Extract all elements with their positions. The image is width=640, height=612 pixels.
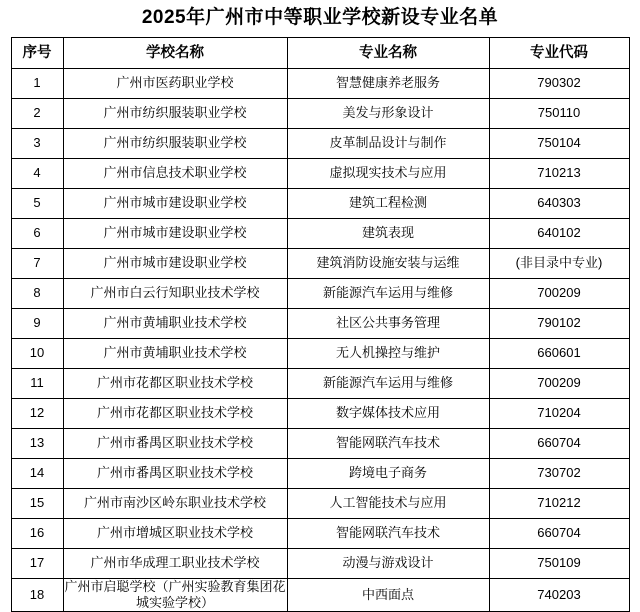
- column-header-code: 专业代码: [489, 37, 629, 68]
- cell-major: 跨境电子商务: [287, 458, 489, 488]
- cell-index: 14: [11, 458, 63, 488]
- cell-index: 15: [11, 488, 63, 518]
- table-header: [11, 37, 629, 68]
- cell-school: 广州市纺织服装职业学校: [63, 128, 287, 158]
- cell-major: 智慧健康养老服务: [287, 68, 489, 98]
- column-header-major: 专业名称: [287, 37, 489, 68]
- table-row: [11, 158, 629, 188]
- cell-major: 动漫与游戏设计: [287, 548, 489, 578]
- new-majors-table: [11, 37, 630, 612]
- cell-code: 730702: [489, 458, 629, 488]
- cell-code: 660601: [489, 338, 629, 368]
- cell-code: 640102: [489, 218, 629, 248]
- cell-code: 710204: [489, 398, 629, 428]
- cell-school: 广州市番禺区职业技术学校: [63, 428, 287, 458]
- cell-code: 750104: [489, 128, 629, 158]
- cell-school: 广州市番禺区职业技术学校: [63, 458, 287, 488]
- cell-major: 美发与形象设计: [287, 98, 489, 128]
- cell-school: 广州市黄埔职业技术学校: [63, 338, 287, 368]
- cell-code: 660704: [489, 428, 629, 458]
- cell-major: 皮革制品设计与制作: [287, 128, 489, 158]
- cell-index: 4: [11, 158, 63, 188]
- cell-school: 广州市白云行知职业技术学校: [63, 278, 287, 308]
- cell-code: 750109: [489, 548, 629, 578]
- table-row: [11, 98, 629, 128]
- cell-major: 建筑工程检测: [287, 188, 489, 218]
- cell-index: 11: [11, 368, 63, 398]
- cell-code: 740203: [489, 578, 629, 612]
- cell-major: 新能源汽车运用与维修: [287, 278, 489, 308]
- table-row: [11, 368, 629, 398]
- page-title: 2025年广州市中等职业学校新设专业名单: [141, 7, 499, 28]
- table-row: [11, 278, 629, 308]
- table-row: [11, 188, 629, 218]
- cell-major: 无人机操控与维护: [287, 338, 489, 368]
- cell-school: 广州市花都区职业技术学校: [63, 398, 287, 428]
- cell-school: 广州市城市建设职业学校: [63, 188, 287, 218]
- cell-school: 广州市纺织服装职业学校: [63, 98, 287, 128]
- cell-index: 17: [11, 548, 63, 578]
- cell-major: 中西面点: [287, 578, 489, 612]
- table-header-row: [11, 37, 629, 68]
- cell-code: 710213: [489, 158, 629, 188]
- table-row: [11, 488, 629, 518]
- cell-major: 数字媒体技术应用: [287, 398, 489, 428]
- cell-school: 广州市信息技术职业学校: [63, 158, 287, 188]
- cell-code: 790102: [489, 308, 629, 338]
- table-row: [11, 548, 629, 578]
- cell-code: 700209: [489, 368, 629, 398]
- cell-major: 新能源汽车运用与维修: [287, 368, 489, 398]
- cell-index: 12: [11, 398, 63, 428]
- cell-index: 10: [11, 338, 63, 368]
- cell-school: 广州市启聪学校（广州实验教育集团花城实验学校）: [64, 578, 286, 610]
- column-header-index: 序号: [11, 37, 63, 68]
- cell-major: 智能网联汽车技术: [287, 518, 489, 548]
- table-row: [11, 518, 629, 548]
- cell-school: 广州市华成理工职业技术学校: [63, 548, 287, 578]
- cell-index: 1: [11, 68, 63, 98]
- table-body: [11, 68, 629, 612]
- cell-school: 广州市医药职业学校: [63, 68, 287, 98]
- cell-code: 750110: [489, 98, 629, 128]
- cell-school: 广州市南沙区岭东职业技术学校: [63, 488, 287, 518]
- cell-major: 虚拟现实技术与应用: [287, 158, 489, 188]
- cell-index: 2: [11, 98, 63, 128]
- table-row: [11, 578, 629, 612]
- column-header-school: 学校名称: [63, 37, 287, 68]
- table-row: [11, 248, 629, 278]
- table-row: [11, 128, 629, 158]
- table-row: [11, 458, 629, 488]
- cell-code: 790302: [489, 68, 629, 98]
- cell-major: 人工智能技术与应用: [287, 488, 489, 518]
- cell-code: 710212: [489, 488, 629, 518]
- cell-major: 建筑消防设施安装与运维: [287, 248, 489, 278]
- cell-index: 7: [11, 248, 63, 278]
- cell-code: 660704: [489, 518, 629, 548]
- cell-school: 广州市城市建设职业学校: [63, 248, 287, 278]
- cell-code: 700209: [489, 278, 629, 308]
- cell-code: 640303: [489, 188, 629, 218]
- cell-major: 建筑表现: [287, 218, 489, 248]
- cell-index: 3: [11, 128, 63, 158]
- cell-index: 13: [11, 428, 63, 458]
- cell-index: 8: [11, 278, 63, 308]
- cell-code: (非目录中专业): [489, 248, 629, 278]
- table-row: [11, 308, 629, 338]
- cell-index: 18: [11, 578, 63, 612]
- table-row: [11, 68, 629, 98]
- cell-school: 广州市黄埔职业技术学校: [63, 308, 287, 338]
- cell-school: 广州市花都区职业技术学校: [63, 368, 287, 398]
- cell-school: 广州市城市建设职业学校: [63, 218, 287, 248]
- cell-index: 9: [11, 308, 63, 338]
- table-row: [11, 218, 629, 248]
- table-row: [11, 428, 629, 458]
- cell-school: 广州市增城区职业技术学校: [63, 518, 287, 548]
- cell-major: 社区公共事务管理: [287, 308, 489, 338]
- cell-index: 16: [11, 518, 63, 548]
- table-row: [11, 398, 629, 428]
- table-row: [11, 338, 629, 368]
- cell-index: 5: [11, 188, 63, 218]
- cell-index: 6: [11, 218, 63, 248]
- cell-major: 智能网联汽车技术: [287, 428, 489, 458]
